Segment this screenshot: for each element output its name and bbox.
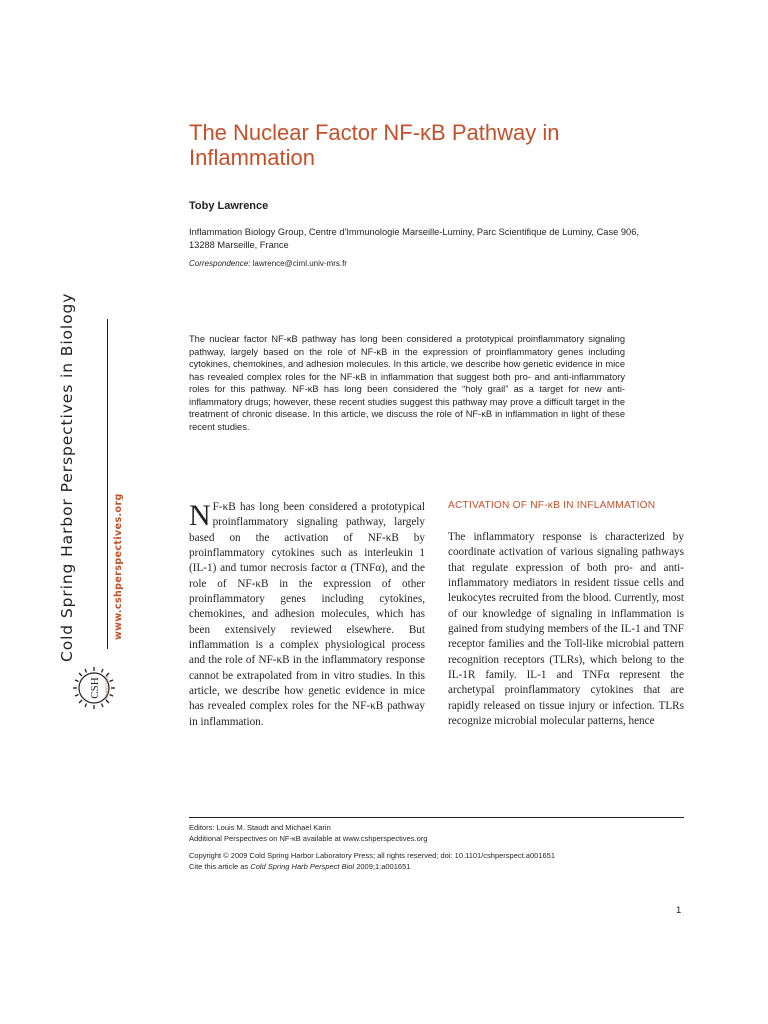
journal-side-url[interactable]: www.cshperspectives.org xyxy=(113,493,124,640)
intro-paragraph xyxy=(189,500,425,730)
footer-additional: Additional Perspectives on NF-κB available at www.cshperspectives.org xyxy=(189,834,428,843)
csh-logo-icon xyxy=(72,663,116,713)
side-divider xyxy=(107,319,108,649)
page-number: 1 xyxy=(676,905,682,916)
footer-citation xyxy=(189,862,684,872)
author-affiliation: Inflammation Biology Group, Centre d'Immunologie Marseille-Luminy, Parc Scientifique de Luminy, Case 906, 13288 Marseille, France xyxy=(189,227,639,250)
article-title: The Nuclear Factor NF-κB Pathway in Inflammation xyxy=(189,120,560,170)
correspondence-line xyxy=(189,259,347,268)
correspondence-label: Correspondence: xyxy=(189,259,251,268)
intro-text: F-κB has long been considered a prototypical proinflammatory signaling pathway, largely based on the activation of NF-κB by proinflammatory cytokines such as interleukin 1 (IL-1) and tumor necrosis factor α (TNFα), and the role of NF-κB in the expression of other proinflammatory genes including cytokines, chemokines, and adhesion molecules, which has been extensively reviewed elsewhere. But inflammation is a complex physiological process and the role of NF-κB in the inflammatory response cannot be extrapolated from in vitro studies. In this article, we describe how genetic evidence in mice has revealed complex roles for the NF-κB pathway in inflammation. xyxy=(189,501,425,728)
correspondence-email[interactable]: lawrence@ciml.univ-mrs.fr xyxy=(252,259,347,268)
footer-divider xyxy=(189,817,684,818)
journal-side-title: Cold Spring Harbor Perspectives in Biology xyxy=(58,292,76,662)
logo-subtext: PERSPECTIVES xyxy=(105,675,109,701)
section-heading: ACTIVATION OF NF-κB IN INFLAMMATION xyxy=(448,500,656,511)
author-name: Toby Lawrence xyxy=(189,200,269,212)
cite-suffix: 2009;1:a001651 xyxy=(356,862,411,871)
cite-journal: Cold Spring Harb Perspect Biol xyxy=(250,862,355,871)
section-paragraph: The inflammatory response is characterized by coordinate activation of various signaling pathways that regulate expression of both pro- and anti-inflammatory mediators in resident tissue cells and leukocytes recruited from the blood. Currently, most of our knowledge of signaling in inflammation is gained from studying members of the IL-1 and TNF receptor families and the Toll-like microbial pattern recognition receptors (TLRs), which belong to the IL-1R family. IL-1 and TNFα represent the archetypal proinflammatory cytokines that are rapidly released on tissue injury or infection. TLRs recognize microbial molecular patterns, hence xyxy=(448,531,684,728)
drop-cap: N xyxy=(189,499,211,532)
abstract: The nuclear factor NF-κB pathway has long been considered a prototypical proinflammatory signaling pathway, largely based on the role of NF-κB in the expression of proinflammatory genes including cytokines, chemokines, and adhesion molecules. In this article, we describe how genetic evidence in mice has revealed complex roles for the NF-κB in inflammation that suggest both pro- and anti-inflammatory roles for this pathway. NF-κB has long been considered the “holy grail” as a target for new anti-inflammatory drugs; however, these recent studies suggest this pathway may prove a difficult target in the treatment of chronic disease. In this article, we discuss the role of NF-κB in inflammation in light of these recent studies. xyxy=(189,334,625,432)
footer-editors: Editors: Louis M. Staudt and Michael Karin xyxy=(189,823,331,832)
cite-prefix: Cite this article as xyxy=(189,862,249,871)
logo-text: CSH xyxy=(89,677,101,699)
footer-copyright: Copyright © 2009 Cold Spring Harbor Laboratory Press; all rights reserved; doi: 10.1101/cshperspect.a001651 xyxy=(189,851,556,860)
